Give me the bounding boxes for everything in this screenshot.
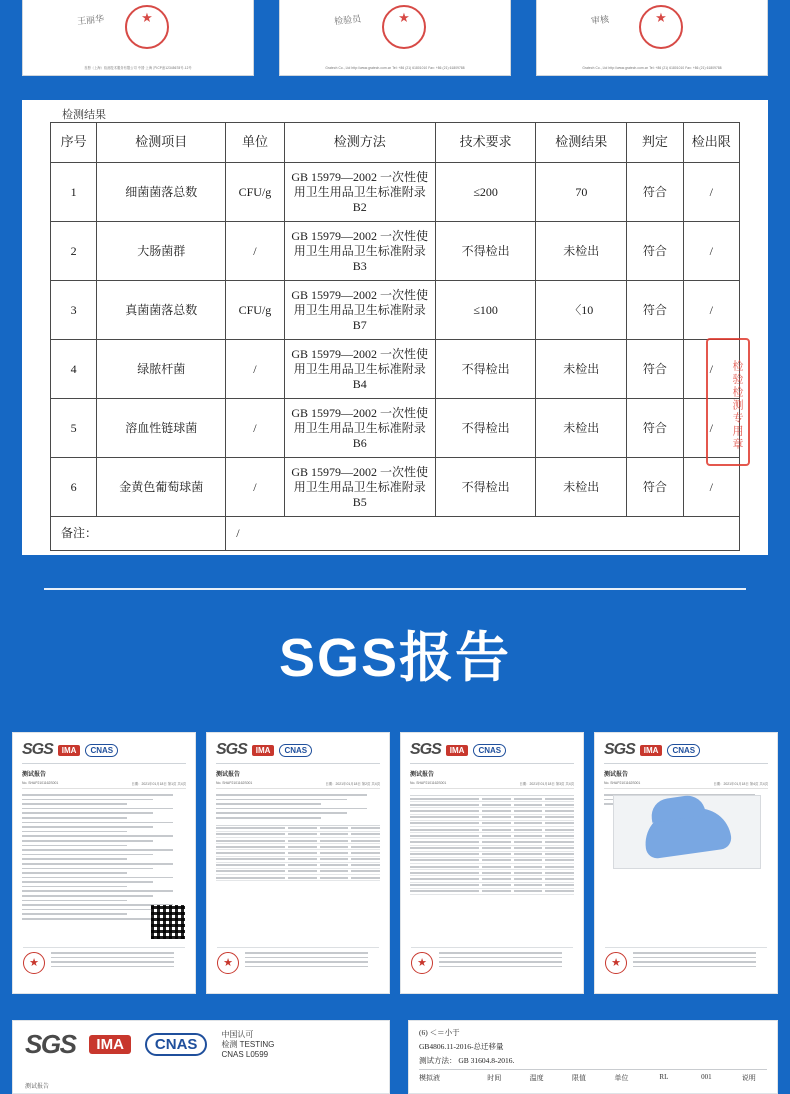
table-row	[51, 163, 740, 222]
certificate-footer: Gratech Co., Ltd http://www.gratech.com.cn Tel: +86 (21) 61801010 Fax: +86 (21) 61809788	[582, 66, 722, 70]
sgs-document-title: 测试报告	[216, 772, 241, 778]
cell-judgement: 符合	[627, 281, 683, 340]
th-unit: 单位	[226, 123, 284, 163]
document-table	[410, 795, 574, 895]
cell-unit: CFU/g	[226, 281, 284, 340]
migration-table-header	[419, 1069, 767, 1083]
certificate-stamp-icon: ★	[382, 5, 426, 49]
cell-requirement: 不得检出	[435, 340, 536, 399]
certificate-stamp-icon: ★	[125, 5, 169, 49]
sgs-document-header	[410, 741, 574, 764]
cell-result: 未检出	[536, 399, 627, 458]
stamp-icon: ★	[605, 952, 627, 974]
table-row	[51, 222, 740, 281]
sgs-documents-row	[12, 732, 778, 994]
document-footer-stamp	[605, 947, 767, 985]
th-method: 检测方法	[284, 123, 435, 163]
cell-limit: /	[683, 340, 739, 399]
page-title: SGS报告	[278, 628, 512, 688]
sgs-document-meta	[604, 781, 768, 789]
cell-requirement: ≤200	[435, 163, 536, 222]
sgs-logo: SGS	[22, 741, 53, 758]
cell-method: GB 15979—2002 一次性使用卫生用品卫生标准附录B5	[284, 458, 435, 517]
cell-result: 未检出	[536, 458, 627, 517]
sgs-accreditation-panel[interactable]	[12, 1020, 390, 1094]
sgs-report-number: No. SHAP2101162S001	[604, 781, 641, 785]
sgs-document-meta	[22, 781, 186, 789]
cell-result: 未检出	[536, 222, 627, 281]
sample-photo	[613, 795, 761, 869]
cnas-badge-icon: CNAS	[473, 744, 506, 757]
cell-method: GB 15979—2002 一次性使用卫生用品卫生标准附录B4	[284, 340, 435, 399]
cell-judgement: 符合	[627, 458, 683, 517]
sgs-logo: SGS	[410, 741, 441, 758]
th-limit: 限值	[572, 1074, 587, 1082]
certificate-card	[536, 0, 768, 76]
qr-code-icon	[151, 905, 185, 939]
cell-requirement: 不得检出	[435, 458, 536, 517]
cell-no: 4	[51, 340, 97, 399]
accreditation-logos	[25, 1029, 377, 1060]
cnas-line-3: TESTING	[239, 1039, 275, 1049]
document-table	[216, 825, 380, 882]
cell-requirement: 不得检出	[435, 399, 536, 458]
cell-method: GB 15979—2002 一次性使用卫生用品卫生标准附录B6	[284, 399, 435, 458]
cell-unit: /	[226, 340, 284, 399]
th-no: 序号	[51, 123, 97, 163]
certificate-card	[22, 0, 254, 76]
cell-item: 真菌菌落总数	[97, 281, 226, 340]
certificate-card	[279, 0, 511, 76]
remark-label: 备注：	[51, 517, 226, 551]
cell-judgement: 符合	[627, 399, 683, 458]
panel-footer-label: 测试报告	[25, 1084, 50, 1090]
cell-no: 5	[51, 399, 97, 458]
cell-item: 大肠菌群	[97, 222, 226, 281]
certificate-footer: 首册（上海）检测技术服务有限公司 中国·上海 沪ICP备12345678号-12号	[84, 66, 192, 70]
stamp-icon: ★	[23, 952, 45, 974]
sgs-page-info: 日期：2021年01月18日 第3页 共4页	[519, 782, 574, 786]
cell-method: GB 15979—2002 一次性使用卫生用品卫生标准附录B7	[284, 281, 435, 340]
sgs-logo: SGS	[604, 741, 635, 758]
table-row	[51, 340, 740, 399]
cell-unit: CFU/g	[226, 163, 284, 222]
sgs-document-meta	[216, 781, 380, 789]
certificate-signature: 审核	[590, 14, 610, 26]
sgs-document-title: 测试报告	[22, 772, 47, 778]
cell-no: 2	[51, 222, 97, 281]
sgs-document-thumbnail[interactable]	[594, 732, 778, 994]
certificate-stamp-icon: ★	[639, 5, 683, 49]
cnas-accreditation-text	[221, 1030, 274, 1060]
cnas-badge-icon: CNAS	[85, 744, 118, 757]
standard-line: GB4806.11-2016-总迁移量	[419, 1042, 504, 1051]
cnas-line-1: 中国认可	[221, 1029, 254, 1039]
cell-result: 未检出	[536, 340, 627, 399]
cell-limit: /	[683, 163, 739, 222]
th-requirement: 技术要求	[435, 123, 536, 163]
sgs-document-title: 测试报告	[410, 772, 435, 778]
sgs-logo: SGS	[25, 1029, 76, 1059]
cell-requirement: 不得检出	[435, 222, 536, 281]
cell-unit: /	[226, 399, 284, 458]
sgs-document-header	[22, 741, 186, 764]
cnas-badge-icon: CNAS	[279, 744, 312, 757]
cnas-line-2: 检测	[221, 1039, 238, 1049]
test-result-table	[50, 122, 740, 551]
th-limit: 检出限	[683, 123, 739, 163]
cnas-badge-icon: CNAS	[667, 744, 700, 757]
inspection-stamp-icon: 检验检测专用章	[706, 338, 750, 466]
th-time: 时间	[487, 1074, 502, 1082]
sgs-document-meta	[410, 781, 574, 789]
cell-no: 1	[51, 163, 97, 222]
ima-badge-icon: IMA	[446, 745, 469, 756]
top-certificates-row	[0, 0, 790, 76]
test-report-panel	[22, 100, 768, 555]
cell-result: 〈10	[536, 281, 627, 340]
cell-requirement: ≤100	[435, 281, 536, 340]
cell-item: 绿脓杆菌	[97, 340, 226, 399]
document-footer-stamp	[23, 947, 185, 985]
cell-limit: /	[683, 222, 739, 281]
table-row	[51, 399, 740, 458]
th-judgement: 判定	[627, 123, 683, 163]
glove-icon	[641, 804, 732, 860]
note-line: (6) ＜＝小于	[419, 1028, 460, 1037]
document-footer-stamp	[411, 947, 573, 985]
cell-result: 70	[536, 163, 627, 222]
sgs-document-header	[216, 741, 380, 764]
cell-judgement: 符合	[627, 163, 683, 222]
table-row	[51, 281, 740, 340]
cell-no: 6	[51, 458, 97, 517]
sgs-page-info: 日期：2021年01月18日 第1页 共4页	[131, 782, 186, 786]
sgs-report-number: No. SHAP2101162S001	[22, 781, 59, 785]
cell-unit: /	[226, 222, 284, 281]
cell-method: GB 15979—2002 一次性使用卫生用品卫生标准附录B3	[284, 222, 435, 281]
th-simulant: 模拟液	[419, 1074, 440, 1082]
ima-badge-icon: IMA	[58, 745, 81, 756]
cell-unit: /	[226, 458, 284, 517]
document-body-lines	[22, 794, 186, 920]
th-temperature: 温度	[529, 1074, 544, 1082]
sgs-page-info: 日期：2021年01月18日 第2页 共4页	[325, 782, 380, 786]
sgs-report-number: No. SHAP2101162S001	[216, 781, 253, 785]
cell-limit: /	[683, 458, 739, 517]
cell-item: 溶血性链球菌	[97, 399, 226, 458]
cnas-badge-icon: CNAS	[145, 1033, 208, 1056]
remark-value: /	[226, 517, 740, 551]
sgs-document-thumbnail[interactable]	[400, 732, 584, 994]
table-remark-row	[51, 517, 740, 551]
cell-limit: /	[683, 399, 739, 458]
report-caption: 检测结果	[62, 109, 106, 121]
section-divider	[44, 588, 746, 590]
migration-test-panel[interactable]	[408, 1020, 778, 1094]
cnas-line-4: CNAS L0599	[221, 1049, 269, 1059]
table-header-row	[51, 123, 740, 163]
certificate-signature: 检验员	[333, 13, 362, 27]
th-item: 检测项目	[97, 123, 226, 163]
th-sample-001: 001	[701, 1073, 712, 1081]
ima-badge-icon: IMA	[252, 745, 275, 756]
cell-judgement: 符合	[627, 340, 683, 399]
cell-judgement: 符合	[627, 222, 683, 281]
cell-method: GB 15979—2002 一次性使用卫生用品卫生标准附录B2	[284, 163, 435, 222]
ima-badge-icon: IMA	[640, 745, 663, 756]
sgs-page-info: 日期：2021年01月18日 第4页 共4页	[713, 782, 768, 786]
th-rl: RL	[659, 1073, 669, 1081]
bottom-documents-row	[12, 1020, 778, 1094]
th-result: 检测结果	[536, 123, 627, 163]
method-line: 测试方法： GB 31604.8-2016.	[419, 1056, 515, 1065]
sgs-document-thumbnail[interactable]	[206, 732, 390, 994]
sgs-document-thumbnail[interactable]	[12, 732, 196, 994]
certificate-footer: Gratech Co., Ltd http://www.gratech.com.cn Tel: +86 (21) 61801010 Fax: +86 (21) 61809788	[325, 66, 465, 70]
certificate-signature: 王丽华	[76, 13, 105, 27]
sgs-report-number: No. SHAP2101162S001	[410, 781, 447, 785]
cell-item: 金黄色葡萄球菌	[97, 458, 226, 517]
ima-badge-icon: IMA	[89, 1035, 131, 1054]
stamp-icon: ★	[217, 952, 239, 974]
th-note: 说明	[741, 1074, 756, 1082]
cell-item: 细菌菌落总数	[97, 163, 226, 222]
sgs-logo: SGS	[216, 741, 247, 758]
cell-no: 3	[51, 281, 97, 340]
th-unit: 单位	[614, 1074, 629, 1082]
table-row	[51, 458, 740, 517]
cell-limit: /	[683, 281, 739, 340]
stamp-icon: ★	[411, 952, 433, 974]
sgs-document-header	[604, 741, 768, 764]
sgs-document-title: 测试报告	[604, 772, 629, 778]
document-body-lines	[216, 794, 380, 819]
document-footer-stamp	[217, 947, 379, 985]
